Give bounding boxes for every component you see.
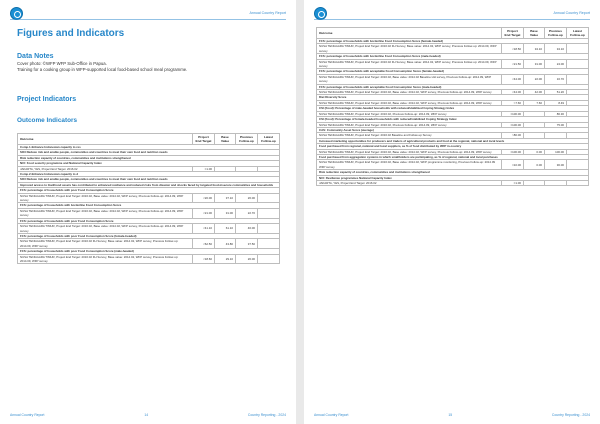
outcome-indicators-heading: Outcome Indicators <box>17 117 78 124</box>
source-cell: NUSA TENGGARA TIMUR, Project End Target: 2016.02 FH Survey, Base value: 2014.02, WFP survey, Previous Follow-up: 2014.09, WFP survey <box>18 239 193 249</box>
indicator-heading: CAS: Community Asset Score (average) <box>317 127 589 132</box>
column-header-outcome: Outcome <box>18 134 193 145</box>
data-notes-heading: Data Notes <box>17 53 54 60</box>
latest-followup-cell <box>258 254 280 264</box>
indicator-heading: FCS: percentage of households with poor Food Consumption Score (female-headed) <box>18 233 280 238</box>
footer-left: Annual Country Report <box>314 413 349 417</box>
latest-followup-cell <box>567 160 589 170</box>
source-cell: NUSA TENGGARA TIMUR, Project End Target: 2016.02, Base value: 2014.02, WFP survey, Previous Follow-up: 2014.09, WFP survey <box>317 90 502 95</box>
base-value-cell: 29.10 <box>215 254 236 264</box>
project-indicators-heading: Project Indicators <box>17 96 77 103</box>
indicator-heading: NCI: Food security programme and National Capacity Index <box>18 161 280 166</box>
source-cell: NUSA TENGGARA TIMUR, Project End Target: 2016.02 FH Survey, Base value: 2014.02, WFP survey, Previous Follow-up: 2014.09, WFP survey <box>18 254 193 264</box>
previous-followup-cell: 30.00 <box>545 160 567 170</box>
indicator-heading: FCS: percentage of households with borderline Food Consumption Score (male-headed) <box>317 54 589 59</box>
target-cell: <18.60 <box>193 254 215 264</box>
source-cell: NUSA TENGGARA TIMUR, Project End Target: 2016.02, Base value: 2014.02 Baseline HH survey, Previous Follow-up: 2014.09, WFP survey <box>317 74 502 84</box>
column-header-latest: Latest Follow-up <box>567 28 589 39</box>
indicator-heading-row <box>18 182 280 187</box>
base-value-cell: 42.00 <box>524 90 545 95</box>
source-cell: NUSA TENGGARA TIMUR, Project End Target: 2016.02, Base value: 2014.02, WFP survey, Previous Follow-up: 2014.09, WFP survey <box>317 149 502 154</box>
column-header-base: Base Value <box>215 134 236 145</box>
indicator-heading: Risk reduction capacity of countries, communities and institutions strengthened <box>317 170 589 175</box>
latest-followup-cell <box>567 44 589 54</box>
column-header-latest: Latest Follow-up <box>258 134 280 145</box>
target-cell: >80.00 <box>502 133 524 138</box>
table-row <box>18 224 280 234</box>
indicator-heading: SO3 Reduce risk and enable people, communities and countries to meet their own food and nutrition needs <box>18 150 280 155</box>
column-header-prev: Previous Follow-up <box>545 28 567 39</box>
latest-followup-cell <box>258 208 280 218</box>
target-cell: <21.00 <box>193 208 215 218</box>
table-row <box>317 160 589 170</box>
target-cell: <18.50 <box>502 44 524 54</box>
indicator-heading: FCS: percentage of households with poor Food Consumption Score <box>18 218 280 223</box>
latest-followup-cell <box>567 74 589 84</box>
base-value-cell: 0.00 <box>524 149 545 154</box>
previous-followup-cell: 24.00 <box>545 59 567 69</box>
column-header-prev: Previous Follow-up <box>236 134 258 145</box>
previous-followup-cell: 22.70 <box>236 208 258 218</box>
indicator-heading: Comp.1-Enhance Indonesian capacity to res <box>18 145 280 150</box>
latest-followup-cell <box>567 180 589 185</box>
source-cell: NUSA TENGGARA TIMUR, Project End Target: 2016.02, Base value: 2014.02, WFP survey, Previous Follow-up: 2014.09, WFP survey <box>317 100 502 105</box>
source-cell: NUSA TENGGARA TIMUR, Project End Target: 2016.02 FH Survey, Base value: 2014.02, WFP survey, Previous Follow-up: 2014.09, WFP survey <box>317 44 502 54</box>
footer-right: Country Reporting - 2024 <box>551 413 590 417</box>
indicator-heading: FCS: percentage of households with poor Food Consumption Score <box>18 188 280 193</box>
indicator-heading: Increased marketing opportunities for producers and traders of agricultural products and food at the regional, national and local levels <box>317 138 589 143</box>
left-page <box>0 0 296 424</box>
source-cell: NUSA TENGGARA TIMUR, Project End Target: 2016.02, Base value: 2014.02, WFP survey, Previous Follow-up: 2014.09, WFP survey <box>18 193 193 203</box>
target-cell: <44.00 <box>502 90 524 95</box>
header-divider <box>314 19 590 20</box>
footer-right: Country Reporting - 2024 <box>247 413 286 417</box>
page-title: Figures and Indicators <box>17 28 125 39</box>
previous-followup-cell <box>545 180 567 185</box>
indicator-heading: Comp.2-Enhance Indonesian capacity to d <box>18 172 280 177</box>
base-value-cell: 0.00 <box>524 160 545 170</box>
header-divider <box>10 19 286 20</box>
header-title: Annual Country Report <box>553 11 590 15</box>
target-cell: =1.00 <box>502 180 524 185</box>
previous-followup-cell: 34.10 <box>545 44 567 54</box>
indicator-heading: SO3 Reduce risk and enable people, communities and countries to meet their own food and nutrition needs <box>18 177 280 182</box>
source-cell: JAKARTA, YES, Project End Target: 2016.02 <box>18 166 193 171</box>
indicator-heading: FCS: percentage of households with acceptable Food Consumption Score (male-headed) <box>317 84 589 89</box>
column-header-outcome: Outcome <box>317 28 502 39</box>
previous-followup-cell: 100.00 <box>545 149 567 154</box>
previous-followup-cell: 51.20 <box>545 90 567 95</box>
previous-followup-cell: 75.00 <box>545 122 567 127</box>
table-header-row <box>317 28 589 39</box>
base-value-cell: 22.00 <box>524 74 545 84</box>
outcome-table-right <box>316 27 589 186</box>
note-line: Training for a cooking group in WFP-supported local food-based school meal programme. <box>17 67 188 72</box>
previous-followup-cell: 26.00 <box>236 254 258 264</box>
page-footer <box>10 413 286 417</box>
source-cell: NUSA TENGGARA TIMUR, Project End Target: 2016.02, Previous Follow-up: 2014.09, WFP survey <box>317 111 502 116</box>
right-page <box>304 0 600 424</box>
source-cell: JAKARTA, YES, Project End Target: 2016.02 <box>317 180 502 185</box>
footer-left: Annual Country Report <box>10 413 45 417</box>
table-row <box>317 59 589 69</box>
indicator-heading: CSI (Food): Percentage of female-headed households with reduced/stabilized Coping Strategy Index <box>317 117 589 122</box>
indicator-heading: FCS: percentage of households with acceptable Food Consumption Score (female-headed) <box>317 69 589 74</box>
target-cell: <41.10 <box>193 224 215 234</box>
source-cell: NUSA TENGGARA TIMUR, Project End Target: 2016.02, Base value: 2014.02, WFP survey, Previous Follow-up: 2014.09, WFP survey <box>18 208 193 218</box>
page-number: 15 <box>448 413 453 417</box>
table-row <box>18 239 280 249</box>
target-cell: =1.00 <box>193 166 215 171</box>
target-cell: =100.00 <box>502 122 524 127</box>
previous-followup-cell: 86.30 <box>545 111 567 116</box>
latest-followup-cell <box>258 239 280 249</box>
header-title: Annual Country Report <box>249 11 286 15</box>
base-value-cell: 34.10 <box>524 44 545 54</box>
target-cell: <44.00 <box>502 74 524 84</box>
previous-followup-cell: 8.49 <box>545 100 567 105</box>
base-value-cell: 43.80 <box>215 239 236 249</box>
indicator-heading: FCS: percentage of households with poor Food Consumption Score (male-headed) <box>18 249 280 254</box>
table-row <box>317 74 589 84</box>
table-row <box>18 254 280 264</box>
indicator-heading: Improved access to livelihood assets has contributed to enhanced resilience and reduced risks from disaster and shocks faced by targeted food-insecure communities and households <box>18 182 280 187</box>
base-value-cell: 37.10 <box>215 193 236 203</box>
indicator-heading: Risk reduction capacity of countries, communities and institutions strengthened <box>18 155 280 160</box>
indicator-heading: Diet Diversity Score <box>317 95 589 100</box>
source-cell: NUSA TENGGARA TIMUR, Project End Target: 2016.02 Baseline and Follow-up Survey <box>317 133 502 138</box>
target-cell: =100.00 <box>502 149 524 154</box>
indicator-heading: Food purchased from aggregation systems in which smallholders are participating, as % of regional, national and local purchases <box>317 154 589 159</box>
source-cell: NUSA TENGGARA TIMUR, Project End Target: 2016.02, Previous Follow-up: 2014.09, WFP survey <box>317 122 502 127</box>
data-notes <box>17 61 187 73</box>
latest-followup-cell <box>567 59 589 69</box>
table-row <box>317 44 589 54</box>
previous-followup-cell: 37.50 <box>236 239 258 249</box>
outcome-table-left <box>17 133 280 264</box>
indicator-heading: CSI (Food): Percentage of male-headed households with reduced/stabilized Coping Strategy Index <box>317 106 589 111</box>
page-footer <box>314 413 590 417</box>
column-header-base: Base Value <box>524 28 545 39</box>
source-cell: NUSA TENGGARA TIMUR, Project End Target: 2016.02 FH Survey, Base value: 2014.02, WFP survey, Previous Follow-up: 2014.09, WFP survey <box>317 59 502 69</box>
column-header-target: Project End Target <box>502 28 524 39</box>
indicator-heading: FCS: percentage of households with borderline Food Consumption Score (female-headed) <box>317 39 589 44</box>
table-row <box>18 193 280 203</box>
table-row <box>317 180 589 185</box>
base-value-cell: 31.00 <box>524 59 545 69</box>
indicator-heading: Food purchased from regional, national and local suppliers, as % of food distributed by WFP in-country <box>317 144 589 149</box>
base-value-cell: 7.60 <box>524 100 545 105</box>
base-value-cell: 31.00 <box>215 208 236 218</box>
target-cell: <20.00 <box>193 193 215 203</box>
indicator-heading: NCI: Resilience programmes National Capacity Index <box>317 175 589 180</box>
previous-followup-cell: 26.00 <box>236 193 258 203</box>
previous-followup-cell: 16.70 <box>545 74 567 84</box>
column-header-target: Project End Target <box>193 134 215 145</box>
note-line: Cover photo: ©WFP WFP Sub-Office in Papua. <box>17 61 107 66</box>
base-value-cell: 61.10 <box>215 224 236 234</box>
previous-followup-cell: 46.00 <box>236 224 258 234</box>
base-value-cell <box>524 180 545 185</box>
target-cell: =100.00 <box>502 111 524 116</box>
table-header-row <box>18 134 280 145</box>
page-number: 14 <box>144 413 149 417</box>
latest-followup-cell <box>258 193 280 203</box>
target-cell: <21.50 <box>502 59 524 69</box>
latest-followup-cell <box>258 224 280 234</box>
source-cell: NUSA TENGGARA TIMUR, Project End Target: 2016.02, Base value: 2014.02, WFP survey, Previous Follow-up: 2014.09, WFP survey <box>18 224 193 234</box>
target-cell: <62.50 <box>193 239 215 249</box>
target-cell: =10.00 <box>502 160 524 170</box>
source-cell: NUSA TENGGARA TIMUR, Project End Target: 2016.02, Base value: 2014.02, WFP programme monitoring, Previous Follow-up: 2014.09 WFP survey <box>317 160 502 170</box>
table-row <box>18 208 280 218</box>
target-cell: >7.60 <box>502 100 524 105</box>
indicator-heading: FCS: percentage of households with borderline Food Consumption Score <box>18 203 280 208</box>
